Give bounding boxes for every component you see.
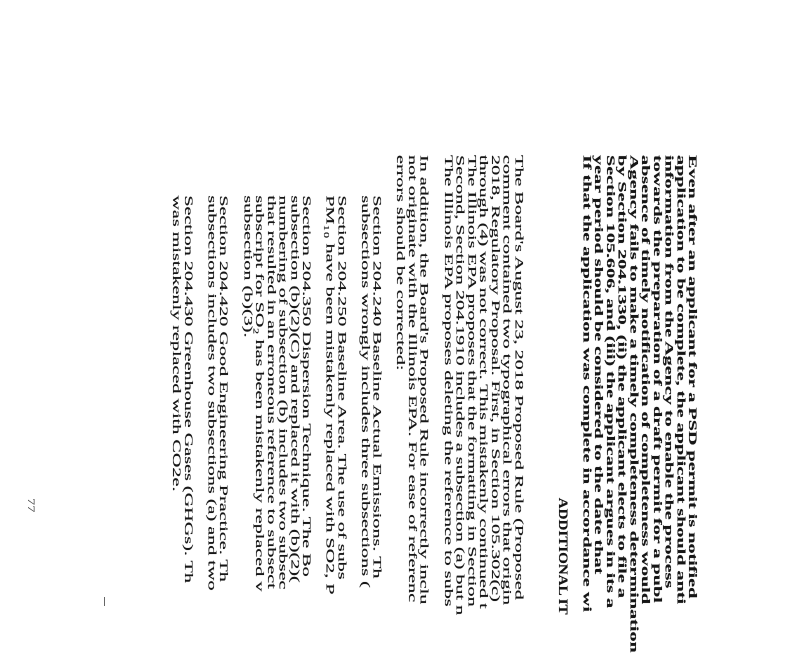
paragraph-1-line: If that the application was complete in accordance wi — [580, 155, 595, 612]
paragraph-2-line: comment contained two typographical errors that origin — [500, 155, 515, 606]
paragraph-3-line: errors should be corrected: — [394, 155, 408, 371]
list-item-section-204-240 — [359, 155, 383, 615]
paragraph-1-line: by Section 204.1330, (ii) the applicant elects to file a — [615, 155, 630, 598]
list-item-line: PM₁₀ have been mistakenly replaced with SO2, P — [323, 195, 338, 595]
list-item-line: that resulted in an erroneous reference to subsect — [264, 195, 279, 589]
paragraph-2-line: The Illinois EPA proposes deleting the reference to subs — [441, 155, 456, 607]
section-heading: ADDITIONAL IT — [556, 497, 571, 615]
scan-mark — [104, 597, 105, 606]
rotated-text-column — [170, 155, 700, 653]
paragraph-2-line: 2018, Regulatory Proposal. First, in Section 105.302(c) — [488, 155, 503, 602]
list-item-section-204-350 — [242, 155, 313, 615]
page-number: 77 — [26, 498, 36, 513]
paragraph-1-line: towards the preparation of a draft permit for a publ — [650, 155, 665, 603]
list-item-line: was mistakenly replaced with CO2e. — [170, 195, 184, 492]
paragraph-2-line: The Illinois EPA proposes that the formatting in Section — [465, 155, 480, 607]
list-item-line: subsections wrongly includes three subsections ( — [358, 195, 373, 588]
list-item-line: Section 204.420 Good Engineering Practice. Th — [217, 195, 231, 582]
list-item-line: Section 204.240 Baseline Actual Emissions. Th — [370, 195, 385, 579]
paragraph-1-line: information from the Agency to enable the process — [662, 155, 677, 589]
paragraph-1 — [580, 155, 700, 653]
list-item-line: subsections includes two subsections (a) and two — [205, 195, 220, 591]
list-item-line: subsection (b)(3). — [241, 195, 256, 338]
paragraph-2-line: Second, Section 204.1910 includes a subsection (a) but n — [453, 155, 468, 616]
paragraph-1-line: application to be complete, the applicant should anti — [674, 155, 689, 605]
paragraph-1-line: Section 105.606, and (iii) the applicant argues in its a — [603, 155, 618, 609]
paragraph-3-line: not originate with the Illinois EPA. For ease of referenc — [405, 155, 420, 603]
list-item-line: Section 204.250 Baseline Area. The use of subs — [335, 195, 350, 580]
list-item-section-204-250 — [324, 155, 348, 615]
list-item-line: Section 204.430 Greenhouse Gases (GHGs). Th — [181, 195, 196, 583]
paragraph-1-line: year period should be considered to the date that — [592, 155, 606, 575]
list-item-section-204-430 — [170, 155, 194, 615]
list-item-section-204-420 — [206, 155, 230, 615]
paragraph-2 — [441, 155, 527, 616]
paragraph-2-line: through (4) was not correct. This mistakenly continued t — [477, 155, 491, 609]
paragraph-2-line: The Board's August 23, 2018 Proposed Rule (Proposed — [512, 155, 527, 600]
list-item-line: subscript for SO₂ has been mistakenly replaced v — [253, 195, 267, 592]
section-heading-block — [557, 155, 569, 615]
list-item-line: numbering of subsection (b) includes two subsec — [276, 195, 291, 590]
list-item-line: subsection (b)(2)(C) and replaced it with (b)(2)( — [288, 195, 303, 583]
paragraph-1-line: Agency fails to make a timely completeness determination — [627, 155, 642, 653]
list-item-line: Section 204.350 Dispersion Technique. The Bo — [300, 195, 314, 577]
paragraph-1-line: Even after an applicant for a PSD permit is notified — [686, 155, 700, 599]
paragraph-1-line: absence of timely notification of completeness would — [639, 155, 653, 605]
paragraph-3-line: In addition, the Board's Proposed Rule incorrectly inclu — [417, 155, 432, 605]
paragraph-3 — [394, 155, 432, 615]
